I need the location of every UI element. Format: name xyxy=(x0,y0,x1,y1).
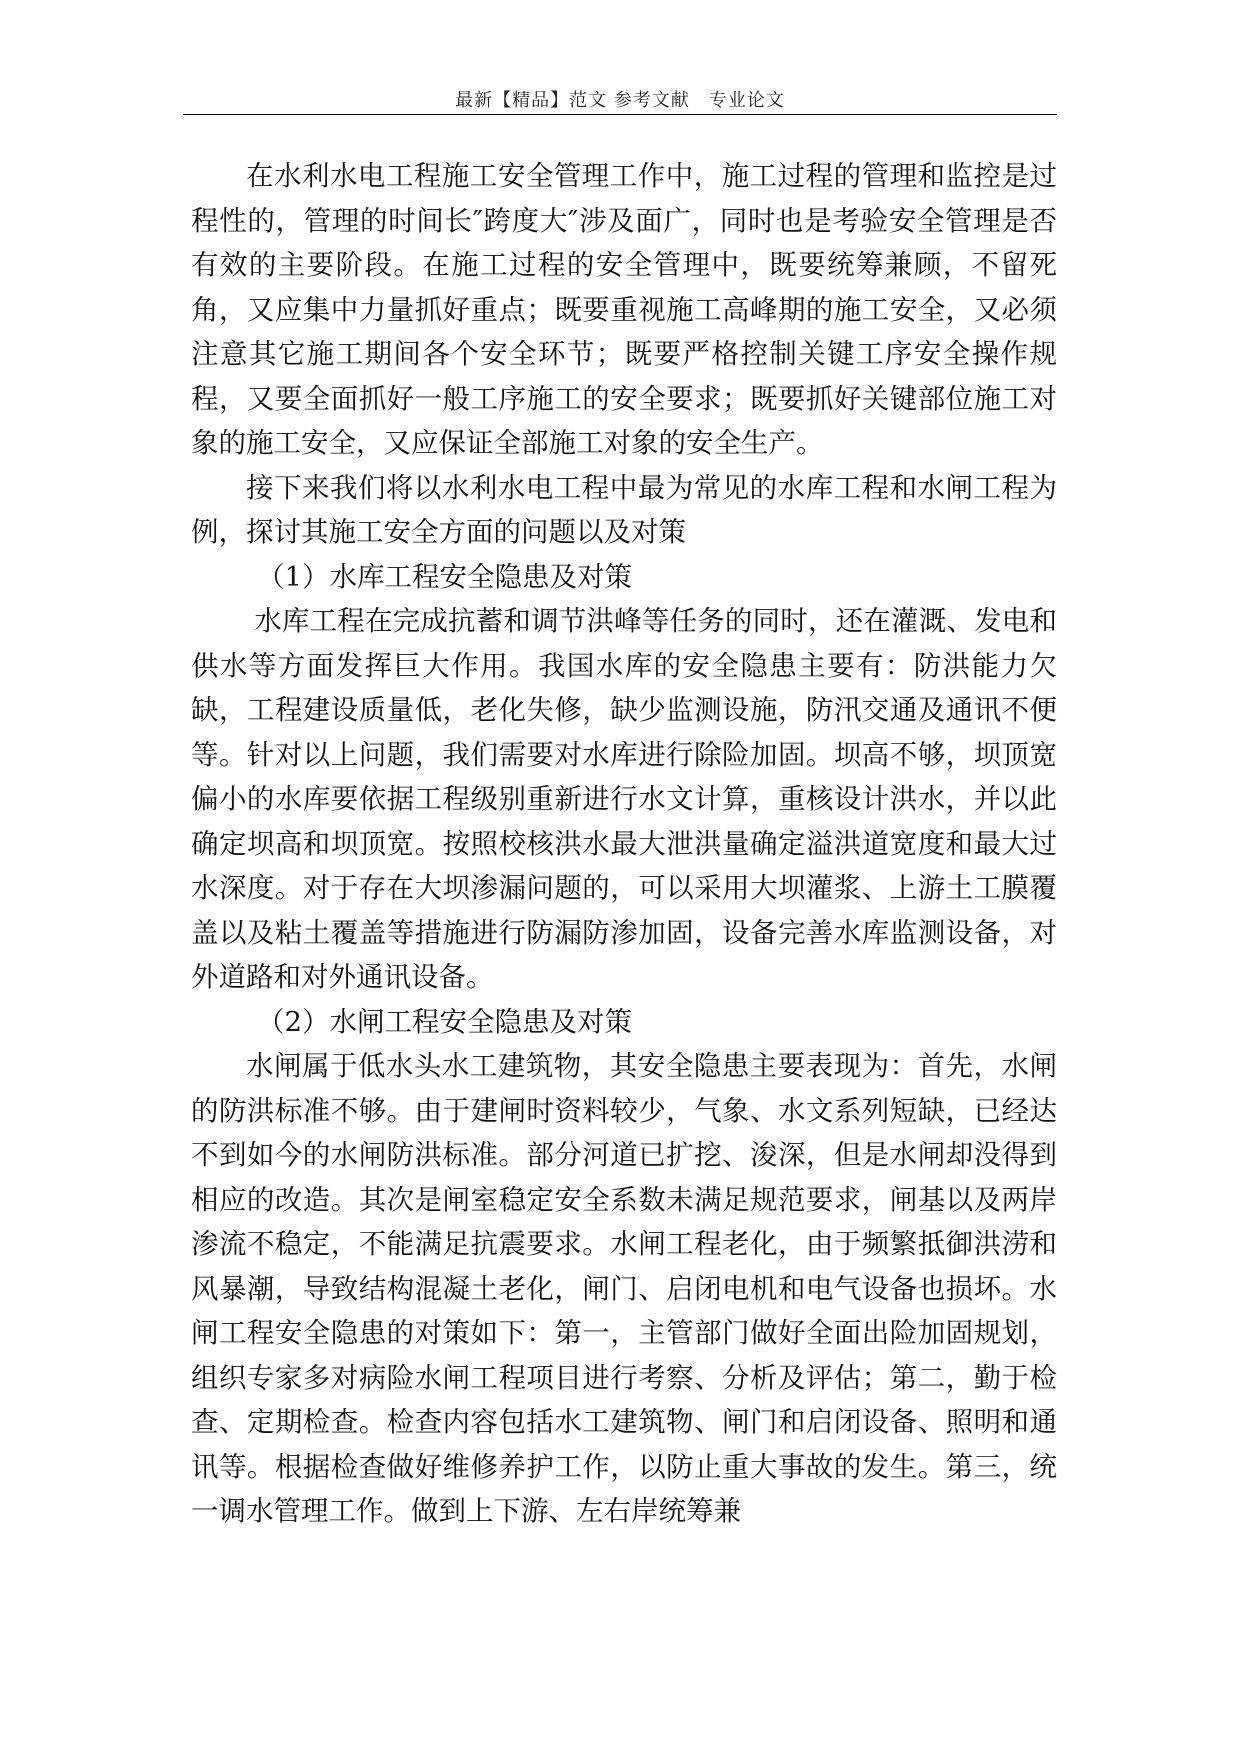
header-rule xyxy=(183,114,1057,115)
page-header: 最新【精品】范文 参考文献 专业论文 xyxy=(455,90,785,111)
section-heading-sluice: （2）水闸工程安全隐患及对策 xyxy=(257,1005,632,1038)
document-body xyxy=(191,154,1057,1534)
section-heading-reservoir: （1）水库工程安全隐患及对策 xyxy=(257,560,632,593)
paragraph-safety-management: 在水利水电工程施工安全管理工作中，施工过程的管理和监控是过程性的，管理的时间长″跨度大″涉及面广，同时也是考验安全管理是否有效的主要阶段。在施工过程的安全管理中，既要统筹兼顾，不留死角，又应集中力量抓好重点；既要重视施工高峰期的施工安全，又必须注意其它施工期间各个安全环节；既要严格控制关键工序安全操作规程，又要全面抓好一般工序施工的安全要求；既要抓好关键部位施工对象的施工安全，又应保证全部施工对象的安全生产。 xyxy=(191,160,1057,459)
paragraph-reservoir: 水库工程在完成抗蓄和调节洪峰等任务的同时，还在灌溉、发电和供水等方面发挥巨大作用。我国水库的安全隐患主要有：防洪能力欠缺，工程建设质量低，老化失修，缺少监测设施，防汛交通及通讯不便等。针对以上问题，我们需要对水库进行除险加固。坝高不够，坝顶宽偏小的水库要依据工程级别重新进行水文计算，重核设计洪水，并以此确定坝高和坝顶宽。按照校核洪水最大泄洪量确定溢洪道宽度和最大过水深度。对于存在大坝渗漏问题的，可以采用大坝灌浆、上游土工膜覆盖以及粘土覆盖等措施进行防漏防渗加固，设备完善水库监测设备，对外道路和对外通讯设备。 xyxy=(191,605,1057,993)
paragraph-sluice: 水闸属于低水头水工建筑物，其安全隐患主要表现为：首先，水闸的防洪标准不够。由于建闸时资料较少，气象、水文系列短缺，已经达不到如今的水闸防洪标准。部分河道已扩挖、浚深，但是水闸却没得到相应的改造。其次是闸室稳定安全系数未满足规范要求，闸基以及两岸渗流不稳定，不能满足抗震要求。水闸工程老化，由于频繁抵御洪涝和风暴潮，导致结构混凝土老化，闸门、启闭电机和电气设备也损坏。水闸工程安全隐患的对策如下：第一，主管部门做好全面出险加固规划，组织专家多对病险水闸工程项目进行考察、分析及评估；第二，勤于检查、定期检查。检查内容包括水工建筑物、闸门和启闭设备、照明和通讯等。根据检查做好维修养护工作，以防止重大事故的发生。第三，统一调水管理工作。做到上下游、左右岸统筹兼 xyxy=(191,1050,1057,1527)
paragraph-introduction: 接下来我们将以水利水电工程中最为常见的水库工程和水闸工程为例，探讨其施工安全方面的问题以及对策 xyxy=(191,471,1057,548)
